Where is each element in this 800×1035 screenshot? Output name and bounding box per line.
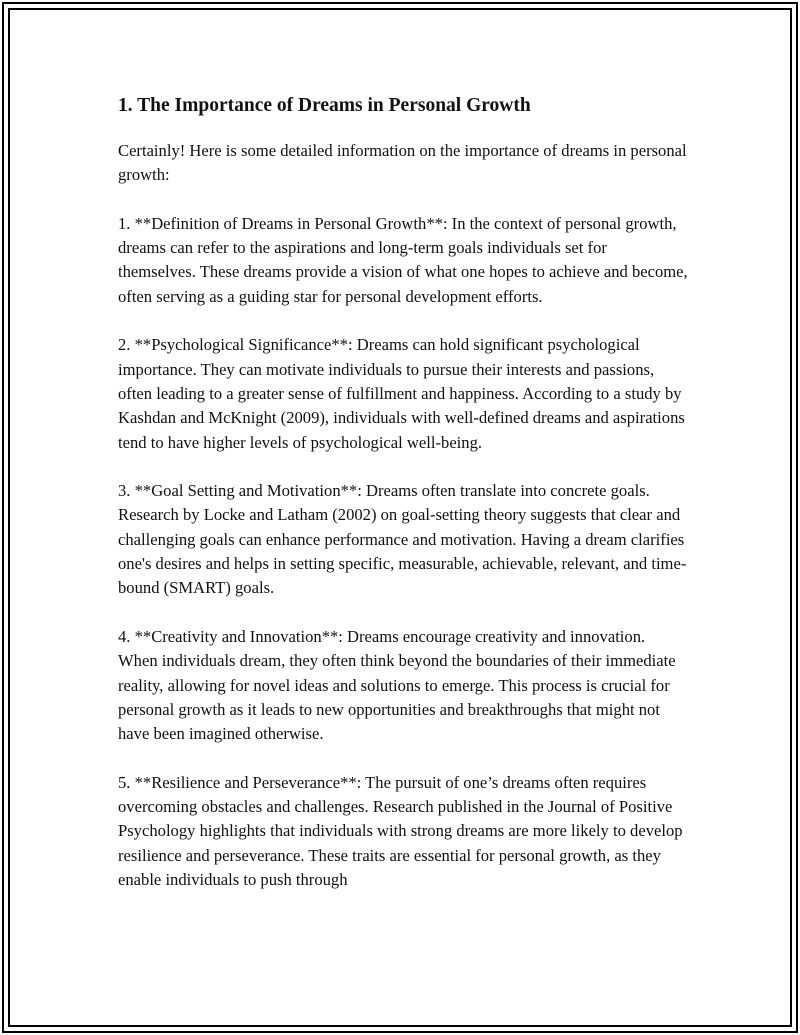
- intro-paragraph: Certainly! Here is some detailed information on the importance of dreams in personal growth:: [118, 141, 687, 185]
- paragraph-definition: 1. **Definition of Dreams in Personal Growth**: In the context of personal growth, dreams can refer to the aspirations and long-term goals individuals set for themselves. These dreams provide a vision of what one hopes to achieve and become, often serving as a guiding star for personal development efforts.: [118, 213, 688, 306]
- paragraph-resilience: 5. **Resilience and Perseverance**: The pursuit of one’s dreams often requires overcoming obstacles and challenges. Research published in the Journal of Positive Psychology highlights that individuals with strong dreams are more likely to develop resilience and perseverance. These traits are essential for personal growth, as they enable individuals to push through: [118, 772, 683, 889]
- section-heading: 1. The Importance of Dreams in Personal Growth: [118, 95, 531, 116]
- paragraph-creativity: 4. **Creativity and Innovation**: Dreams encourage creativity and innovation. When individuals dream, they often think beyond the boundaries of their immediate reality, allowing for novel ideas and solutions to emerge. This process is crucial for personal growth as it leads to new opportunities and breakthroughs that might not have been imagined otherwise.: [118, 626, 676, 744]
- paragraph-goal-setting: 3. **Goal Setting and Motivation**: Dreams often translate into concrete goals. Research by Locke and Latham (2002) on goal-setting theory suggests that clear and challenging goals can enhance performance and motivation. Having a dream clarifies one's desires and helps in setting specific, measurable, achievable, relevant, and time-bound (SMART) goals.: [118, 481, 687, 598]
- paragraph-psychological-significance: 2. **Psychological Significance**: Dreams can hold significant psychological importance. They can motivate individuals to pursue their interests and passions, often leading to a greater sense of fulfillment and happiness. According to a study by Kashdan and McKnight (2009), individuals with well-defined dreams and aspirations tend to have higher levels of psychological well-being.: [118, 335, 685, 452]
- document-body: [118, 92, 688, 917]
